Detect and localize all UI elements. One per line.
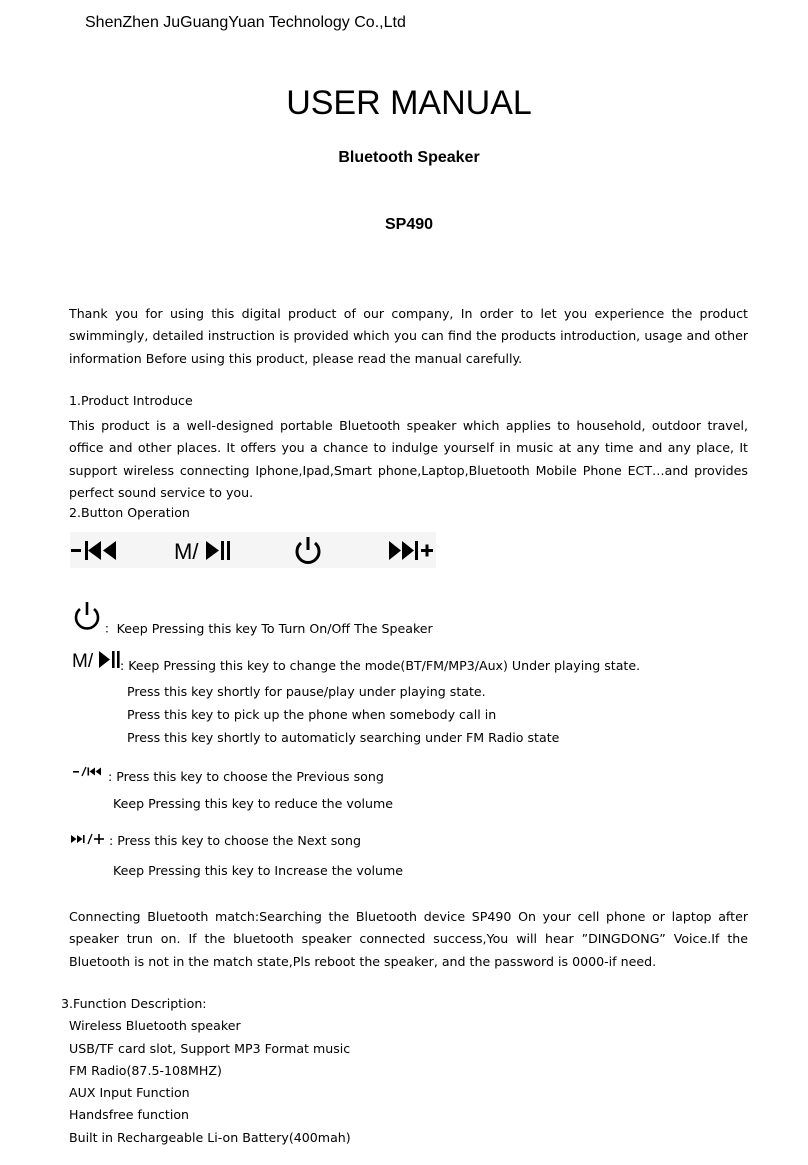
button-icon-strip	[70, 532, 436, 568]
mode-key-line: Press this key shortly to automaticly searching under FM Radio state	[127, 730, 560, 745]
next-volume-up-icon	[71, 832, 107, 846]
svg-text:M/: M/	[72, 651, 94, 671]
mode-key-description: : Keep Pressing this key to change the mode(BT/FM/MP3/Aux) Under playing state.	[120, 658, 641, 673]
section-3-heading: 3.Function Description:	[61, 996, 207, 1011]
company-name: ShenZhen JuGuangYuan Technology Co.,Ltd	[85, 14, 406, 31]
function-item: AUX Input Function	[69, 1085, 190, 1100]
model-number: SP490	[384, 216, 434, 233]
power-icon	[72, 600, 102, 632]
next-volume-up-icon	[388, 532, 436, 568]
svg-text:M/: M/	[174, 539, 199, 564]
mode-play-pause-icon	[174, 532, 234, 568]
function-item: USB/TF card slot, Support MP3 Format music	[69, 1041, 351, 1056]
previous-volume-down-icon	[70, 532, 120, 568]
page-title: USER MANUAL	[286, 84, 532, 122]
mode-key-line: Press this key shortly for pause/play under playing state.	[127, 684, 486, 699]
previous-volume-down-icon	[73, 766, 103, 778]
product-subtitle: Bluetooth Speaker	[338, 149, 480, 166]
function-item: Built in Rechargeable Li-on Battery(400mah)	[69, 1130, 351, 1145]
connecting-paragraph: Connecting Bluetooth match:Searching the Bluetooth device SP490 On your cell phone or laptop after speaker trun on. If the bluetooth speaker connected success,You will hear ”DINGDONG” Voice.If the Bluetooth is not in the match state,Pls reboot the speaker, and the password is 0000-if need.	[69, 909, 748, 969]
next-key-line: Keep Pressing this key to Increase the volume	[113, 863, 404, 878]
function-item: Wireless Bluetooth speaker	[69, 1018, 241, 1033]
next-key-description: : Press this key to choose the Next song	[109, 833, 361, 848]
power-icon	[292, 532, 324, 568]
section-1-heading: 1.Product Introduce	[69, 393, 193, 408]
section-2-heading: 2.Button Operation	[69, 505, 190, 520]
function-item: Handsfree function	[69, 1107, 190, 1122]
function-item: FM Radio(87.5-108MHZ)	[69, 1063, 222, 1078]
section-1-text: This product is a well-designed portable Bluetooth speaker which applies to household, outdoor travel, office and other places. It offers you a chance to indulge yourself in music at any time and any place, It support wireless connecting Iphone,Ipad,Smart phone,Laptop,Bluetooth Mobile Phone ECT…and provides perfect sound service to you.	[69, 418, 748, 500]
mode-key-line: Press this key to pick up the phone when somebody call in	[127, 707, 497, 722]
intro-paragraph: Thank you for using this digital product of our company, In order to let you experience the product swimmingly, detailed instruction is provided which you can find the products introduction, usage and other information Before using this product, please read the manual carefully.	[69, 306, 748, 366]
prev-key-description: : Press this key to choose the Previous song	[108, 769, 384, 784]
mode-play-pause-icon	[72, 649, 122, 671]
prev-key-line: Keep Pressing this key to reduce the volume	[113, 796, 394, 811]
power-key-description: ：Keep Pressing this key To Turn On/Off The Speaker	[104, 621, 433, 636]
